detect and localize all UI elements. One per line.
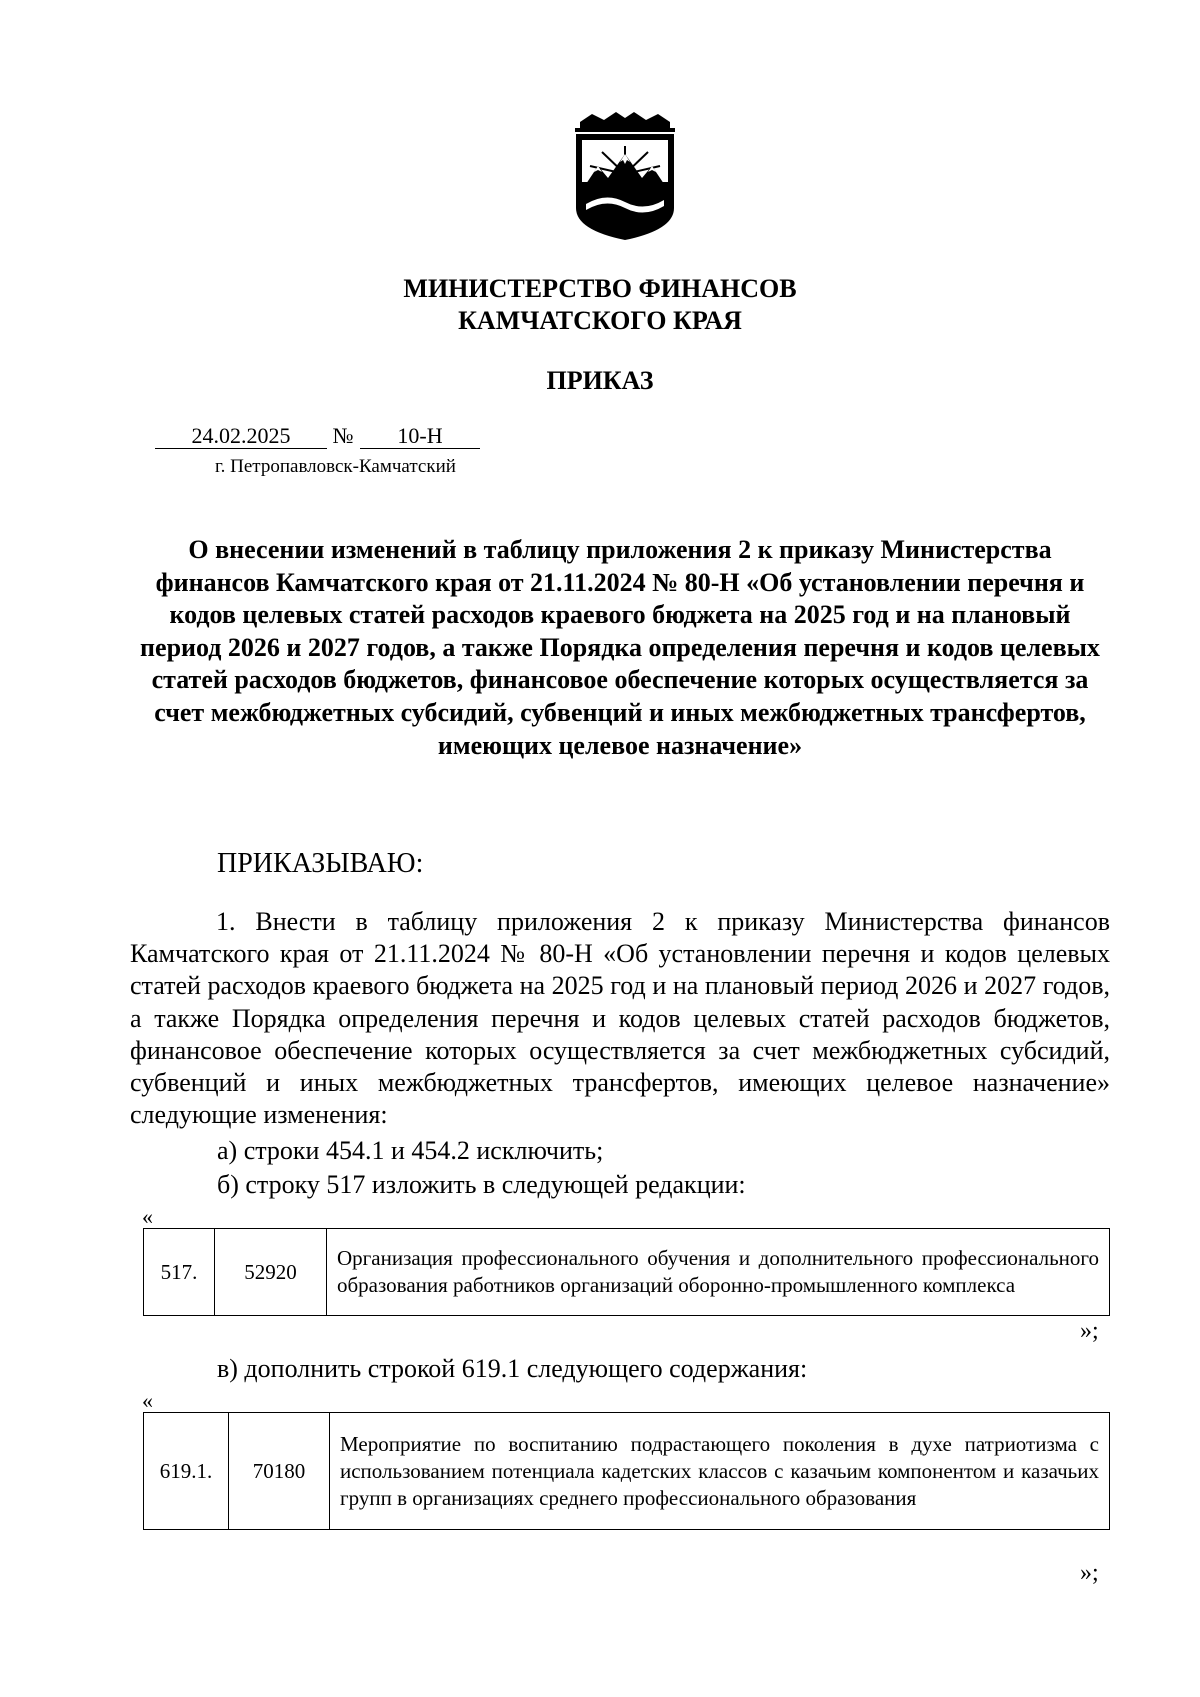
number-sign: № — [332, 423, 354, 448]
row-code: 52920 — [215, 1229, 327, 1316]
row-code: 70180 — [229, 1413, 330, 1530]
quote-open: « — [142, 1204, 153, 1229]
amendment-table-619-1 — [143, 1412, 1110, 1530]
quote-close: »; — [1080, 1318, 1099, 1344]
row-description: Организация профессионального обучения и дополнительного профессионального образования работников организаций оборонно-промышленного комплекса — [327, 1229, 1110, 1316]
order-number: 10-Н — [360, 424, 480, 449]
table-row — [144, 1413, 1110, 1530]
quote-close: »; — [1080, 1560, 1099, 1586]
ministry-name-line1: МИНИСТЕРСТВО ФИНАНСОВ — [403, 274, 797, 303]
document-title: О внесении изменений в таблицу приложения 2 к приказу Министерства финансов Камчатского края от 21.11.2024 № 80-Н «Об установлении перечня и кодов целевых статей расходов краевого бюджета на 2025 год и на плановый период 2026 и 2027 годов, а также Порядка определения перечня и кодов целевых статей расходов бюджетов, финансовое обеспечение которых осуществляется за счет межбюджетных субсидий, субвенций и иных межбюджетных трансфертов, имеющих целевое назначение» — [140, 535, 1100, 760]
row-description: Мероприятие по воспитанию подрастающего поколения в духе патриотизма с использованием потенциала кадетских классов с казачьим компонентом и казачьих групп в организациях среднего профессионального образования — [330, 1413, 1110, 1530]
order-date: 24.02.2025 — [155, 424, 327, 449]
row-number: 517. — [144, 1229, 215, 1316]
amendment-table-517 — [143, 1228, 1110, 1316]
table-row — [144, 1229, 1110, 1316]
row-number: 619.1. — [144, 1413, 229, 1530]
city-name: г. Петропавловск-Камчатский — [215, 456, 456, 477]
subpoint-c: в) дополнить строкой 619.1 следующего содержания: — [217, 1354, 808, 1383]
quote-open: « — [142, 1388, 153, 1413]
order-word: ПРИКАЗЫВАЮ: — [217, 848, 424, 879]
paragraph-1: 1. Внести в таблицу приложения 2 к приказу Министерства финансов Камчатского края от 21.11.2024 № 80-Н «Об установлении перечня и кодов целевых статей расходов краевого бюджета на 2025 год и на плановый период 2026 и 2027 годов, а также Порядка определения перечня и кодов целевых статей расходов бюджетов, финансовое обеспечение которых осуществляется за счет межбюджетных субсидий, субвенций и иных межбюджетных трансфертов, имеющих целевое назначение» следующие изменения: — [130, 907, 1110, 1130]
ministry-name-line2: КАМЧАТСКОГО КРАЯ — [458, 306, 742, 335]
subpoint-a: а) строки 454.1 и 454.2 исключить; — [217, 1136, 604, 1165]
document-type: ПРИКАЗ — [546, 366, 654, 395]
coat-of-arms-emblem — [572, 112, 678, 242]
subpoint-b: б) строку 517 изложить в следующей редакции: — [217, 1170, 746, 1199]
